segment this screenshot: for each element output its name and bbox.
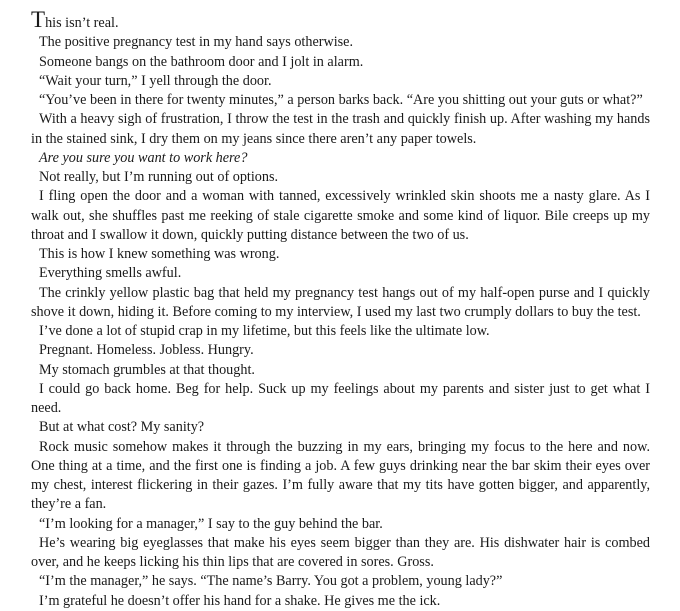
body-paragraph: [31, 438, 650, 515]
body-paragraph-text: With a heavy sigh of frustration, I throw the test in the trash and quickly finish up. After washing my hands in the stained sink, I dry them on my jeans since there aren’t any paper towels.: [31, 111, 650, 147]
body-paragraph-text: He’s wearing big eyeglasses that make his eyes seem bigger than they are. His dishwater hair is combed over, and he keeps licking his thin lips that are covered in sores. Gross.: [31, 534, 650, 570]
body-paragraph-text: I could go back home. Beg for help. Suck up my feelings about my parents and sister just to get what I need.: [31, 380, 650, 416]
body-paragraph-text: The positive pregnancy test in my hand says otherwise.: [39, 34, 354, 51]
body-paragraph: [31, 418, 650, 437]
body-paragraph: [31, 187, 650, 245]
body-paragraph-text: Are you sure you want to work here?: [39, 149, 248, 166]
body-paragraph-text: This is how I knew something was wrong.: [39, 246, 280, 262]
body-paragraph: [31, 33, 650, 52]
body-paragraph-text: Someone bangs on the bathroom door and I jolt in alarm.: [39, 53, 364, 70]
body-paragraph-text: “You’ve been in there for twenty minutes,” a person barks back. “Are you shitting out your guts or what?”: [39, 92, 643, 108]
body-paragraph: [31, 534, 650, 573]
body-paragraph-text: Everything smells awful.: [39, 265, 182, 282]
body-paragraph: [31, 110, 650, 149]
body-paragraph-text: I’m grateful he doesn’t offer his hand for a shake. He gives me the ick.: [39, 592, 441, 609]
body-paragraph-text: Rock music somehow makes it through the buzzing in my ears, bringing my focus to the here and now. One thing at a time, and the first one is finding a job. A few guys drinking near the bar skim their eyes over my chest, interest flickering in their gazes. I’m fully aware that my tits have gotten bigger, and apparently, they’re a fan.: [31, 438, 650, 513]
body-paragraph: [31, 168, 650, 187]
body-paragraph: [31, 245, 650, 264]
body-paragraph: [31, 72, 650, 91]
body-paragraph-text: I fling open the door and a woman with tanned, excessively wrinkled skin shoots me a nasty glare. As I walk out, she shuffles past me reeking of stale cigarette smoke and some kind of liquor. Bile creeps up my throat and I swallow it down, quickly putting distance between the two of us.: [31, 188, 650, 243]
body-paragraph-text: “I’m the manager,” he says. “The name’s Barry. You got a problem, young lady?”: [39, 573, 503, 590]
body-paragraph-text: “Wait your turn,” I yell through the door.: [39, 72, 272, 89]
body-paragraph: [31, 149, 650, 168]
body-paragraph-text: The crinkly yellow plastic bag that held my pregnancy test hangs out of my half-open purse and I quickly shove it down, hiding it. Before coming to my interview, I used my last two crumply dollars to buy the test.: [31, 284, 650, 320]
body-paragraph: [31, 91, 650, 110]
body-paragraph: [31, 284, 650, 323]
body-paragraph: [31, 361, 650, 380]
body-paragraph-text: But at what cost? My sanity?: [39, 419, 205, 436]
body-paragraph: [31, 7, 650, 33]
body-paragraph: [31, 572, 650, 591]
body-paragraph: [31, 380, 650, 419]
body-paragraph-text: Not really, but I’m running out of options.: [39, 169, 279, 185]
body-paragraph-text: My stomach grumbles at that thought.: [39, 361, 255, 378]
page-text-column: [31, 7, 650, 611]
body-paragraph: [31, 264, 650, 283]
body-paragraph: [31, 515, 650, 534]
body-paragraph: [31, 341, 650, 360]
drop-cap: T: [31, 7, 46, 32]
body-paragraph-text: Pregnant. Homeless. Jobless. Hungry.: [39, 342, 254, 359]
body-paragraph-text: I’ve done a lot of stupid crap in my lifetime, but this feels like the ultimate low.: [39, 323, 490, 339]
body-paragraph-text: his isn’t real.: [45, 15, 119, 31]
body-paragraph-text: “I’m looking for a manager,” I say to the guy behind the bar.: [39, 515, 383, 532]
body-paragraph: [31, 592, 650, 611]
body-paragraph: [31, 53, 650, 72]
body-paragraph: [31, 322, 650, 341]
